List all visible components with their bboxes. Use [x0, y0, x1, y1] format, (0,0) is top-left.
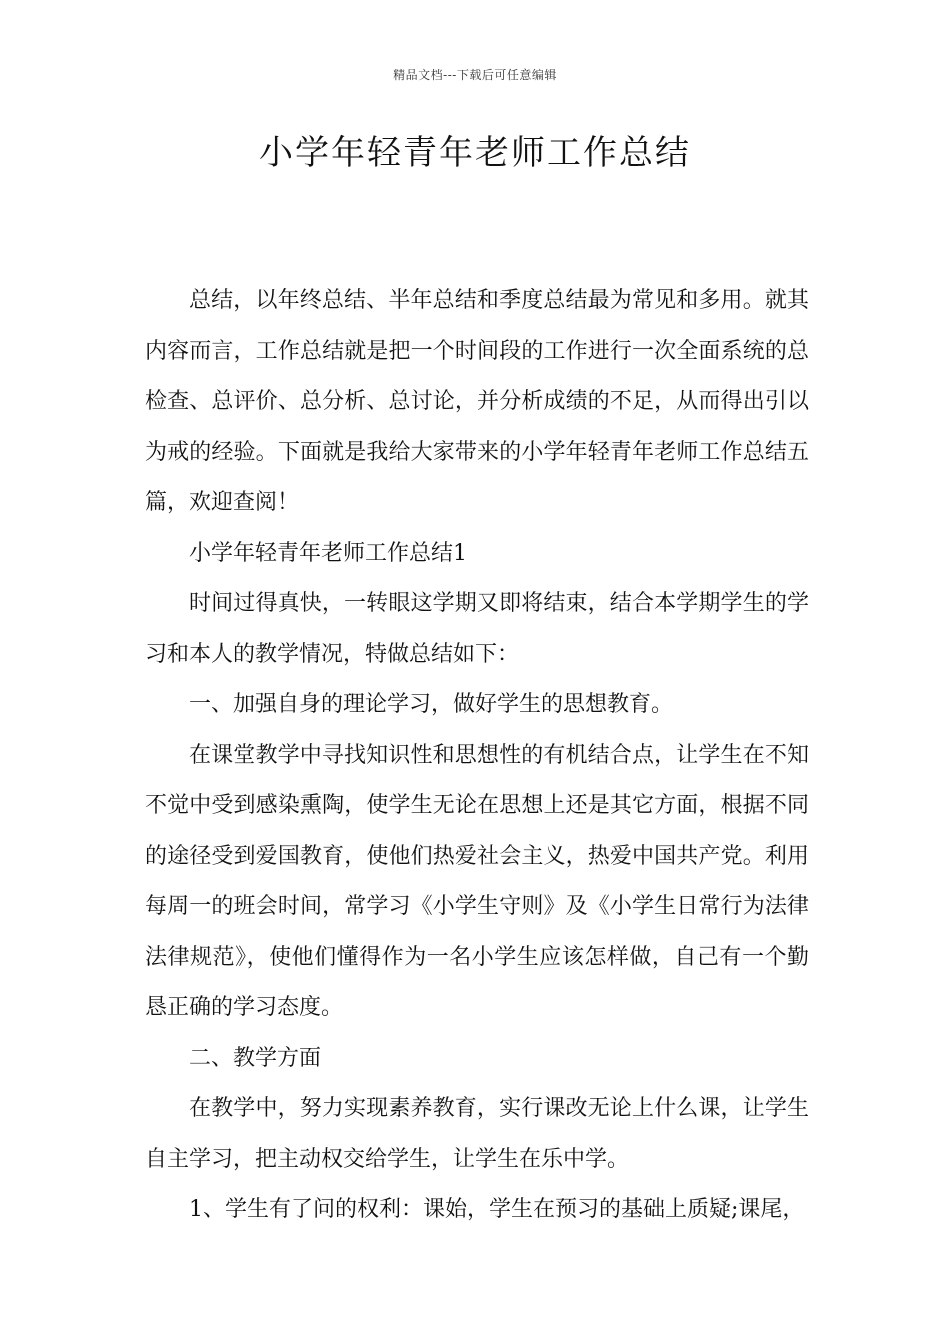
paragraph-intro: 总结，以年终总结、半年总结和季度总结最为常见和多用。就其内容而言，工作总结就是把一个时间段的工作进行一次全面系统的总检查、总评价、总分析、总讨论，并分析成绩的不足，从而得出引以为戒的经验。下面就是我给大家带来的小学年轻青年老师工作总结五篇，欢迎查阅！ — [145, 288, 809, 515]
paragraph-right-to-ask: 1、学生有了问的权利：课始，学生在预习的基础上质疑;课尾， — [189, 1197, 805, 1222]
document-title: 小学年轻青年老师工作总结 — [259, 133, 691, 173]
section-heading-1: 小学年轻青年老师工作总结1 — [189, 540, 467, 566]
document-body — [145, 276, 809, 1236]
subheading-teaching: 二、教学方面 — [189, 1045, 322, 1071]
paragraph-classroom-teaching: 在课堂教学中寻找知识性和思想性的有机结合点，让学生在不知不觉中受到感染熏陶，使学生无论在思想上还是其它方面，根据不同的途径受到爱国教育，使他们热爱社会主义，热爱中国共产党。利用每周一的班会时间，常学习《小学生守则》及《小学生日常行为法律法律规范》，使他们懂得作为一名小学生应该怎样做，自己有一个勤恳正确的学习态度。 — [145, 742, 809, 1020]
paragraph-opening: 时间过得真快，一转眼这学期又即将结束，结合本学期学生的学习和本人的教学情况，特做总结如下： — [145, 591, 809, 667]
subheading-theory-study: 一、加强自身的理论学习，做好学生的思想教育。 — [189, 692, 674, 717]
header-note: 精品文档---下载后可任意编辑 — [393, 68, 557, 82]
paragraph-quality-education: 在教学中，努力实现素养教育，实行课改无论上什么课，让学生自主学习，把主动权交给学生，让学生在乐中学。 — [145, 1096, 809, 1172]
